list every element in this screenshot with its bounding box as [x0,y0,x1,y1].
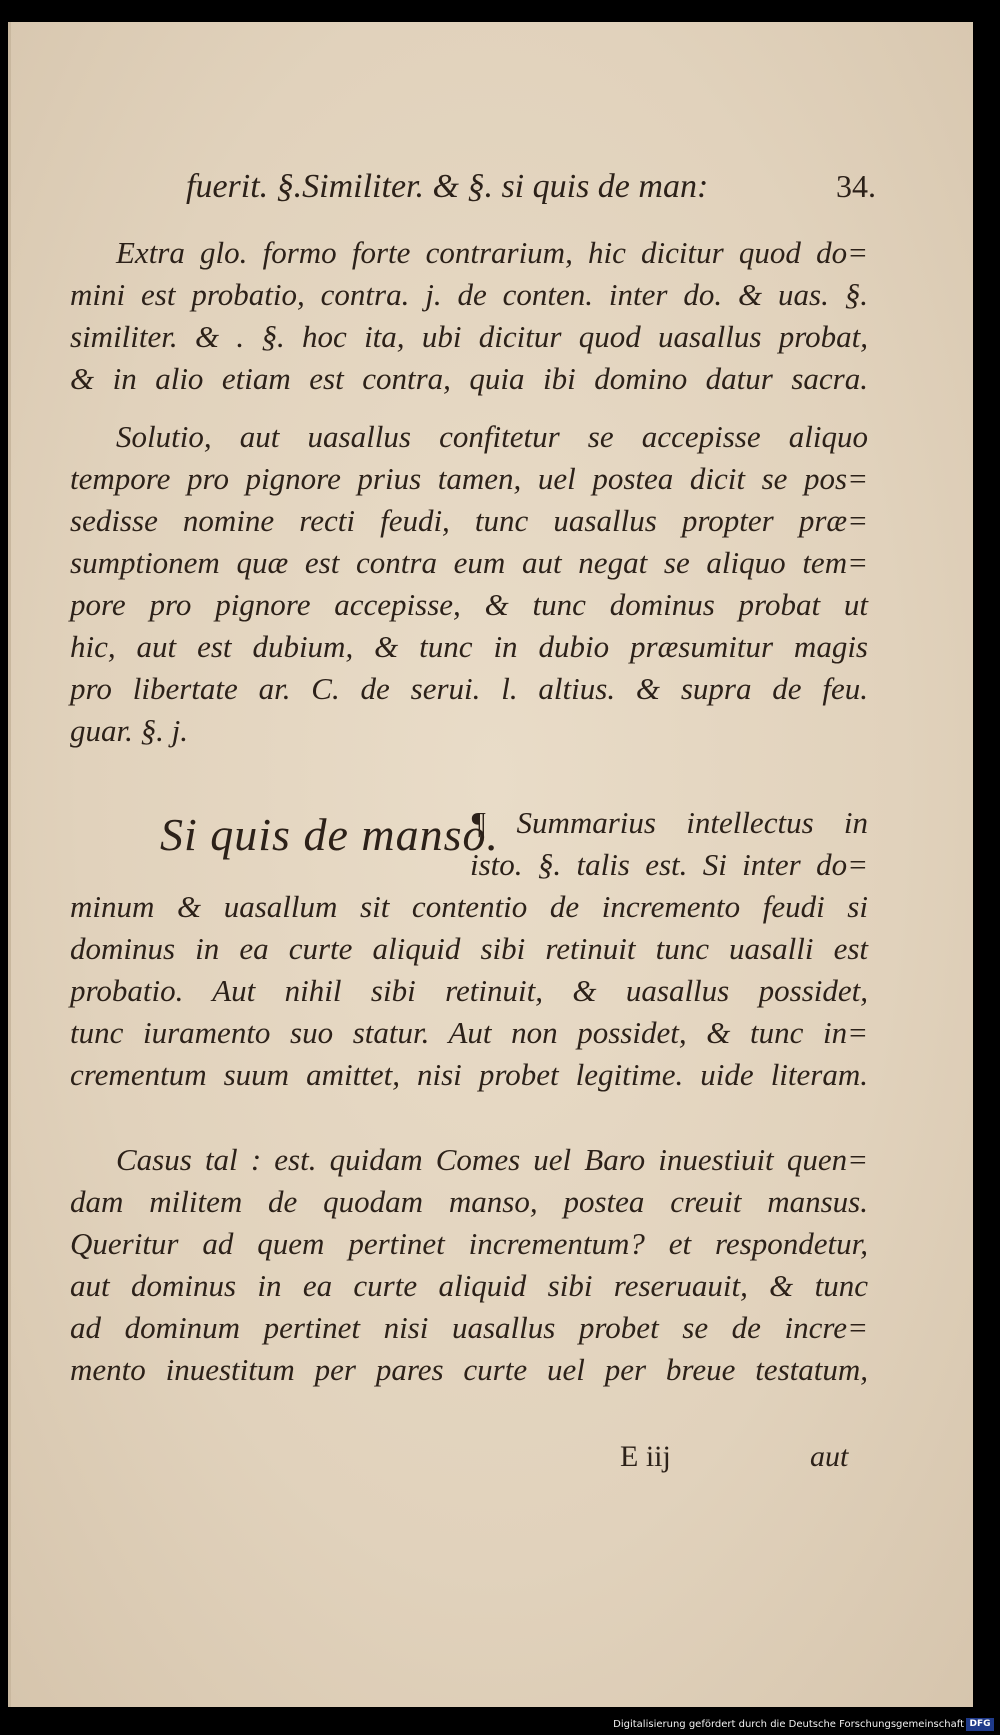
paragraph-3 [70,802,868,1096]
text-line: sumptionem quæ est contra eum aut negat se aliquo tem= [70,545,868,580]
text-line: crementum suum amittet, nisi probet legitime. uide literam. [70,1057,868,1092]
text-line: probatio. Aut nihil sibi retinuit, & uasallus possidet, [70,973,868,1008]
text-line: Queritur ad quem pertinet incrementum? et respondetur, [70,1226,868,1261]
text-line: tempore pro pignore prius tamen, uel postea dicit se pos= [70,461,868,496]
catchword: aut [810,1440,849,1473]
text-line: & in alio etiam est contra, quia ibi domino datur sacra. [70,361,868,396]
paragraph-4 [70,1139,868,1391]
paragraph-1 [70,232,868,400]
funding-credit: Digitalisierung gefördert durch die Deutsche Forschungsgemeinschaft [613,1719,964,1730]
text-line: similiter. & . §. hoc ita, ubi dicitur quod uasallus probat, [70,319,868,354]
text-line: ¶ Summarius intellectus in [470,805,868,840]
text-line: Casus tal : est. quidam Comes uel Baro inuestiuit quen= [116,1142,868,1177]
running-title: fuerit. §.Similiter. & §. si quis de man: [186,168,709,205]
signature-mark: E iij [620,1440,671,1473]
text-line: isto. §. talis est. Si inter do= [470,847,868,882]
text-line: pore pro pignore accepisse, & tunc dominus probat ut [70,587,868,622]
text-line: Extra glo. formo forte contrarium, hic dicitur quod do= [116,235,868,270]
text-line: pro libertate ar. C. de serui. l. altius. & supra de feu. [70,671,868,706]
dfg-logo-icon: DFG [966,1718,994,1731]
text-line: tunc iuramento suo statur. Aut non possidet, & tunc in= [70,1015,868,1050]
text-line: mini est probatio, contra. j. de conten. inter do. & uas. §. [70,277,868,312]
section-heading: Si quis de manso. [160,809,499,860]
text-line: mento inuestitum per pares curte uel per breue testatum, [70,1352,868,1387]
text-line: guar. §. j. [70,713,188,748]
text-line: dominus in ea curte aliquid sibi retinuit tunc uasalli est [70,931,868,966]
running-header [186,168,876,206]
text-line: dam militem de quodam manso, postea creuit mansus. [70,1184,868,1219]
text-line: Solutio, aut uasallus confitetur se accepisse aliquo [116,419,868,454]
text-line: sedisse nomine recti feudi, tunc uasallus propter præ= [70,503,868,538]
paragraph-2 [70,416,868,752]
folio-number: 34. [836,168,876,204]
text-line: aut dominus in ea curte aliquid sibi reseruauit, & tunc [70,1268,868,1303]
text-line: hic, aut est dubium, & tunc in dubio præsumitur magis [70,629,868,664]
text-line: minum & uasallum sit contentio de incremento feudi si [70,889,868,924]
text-line: ad dominum pertinet nisi uasallus probet se de incre= [70,1310,868,1345]
